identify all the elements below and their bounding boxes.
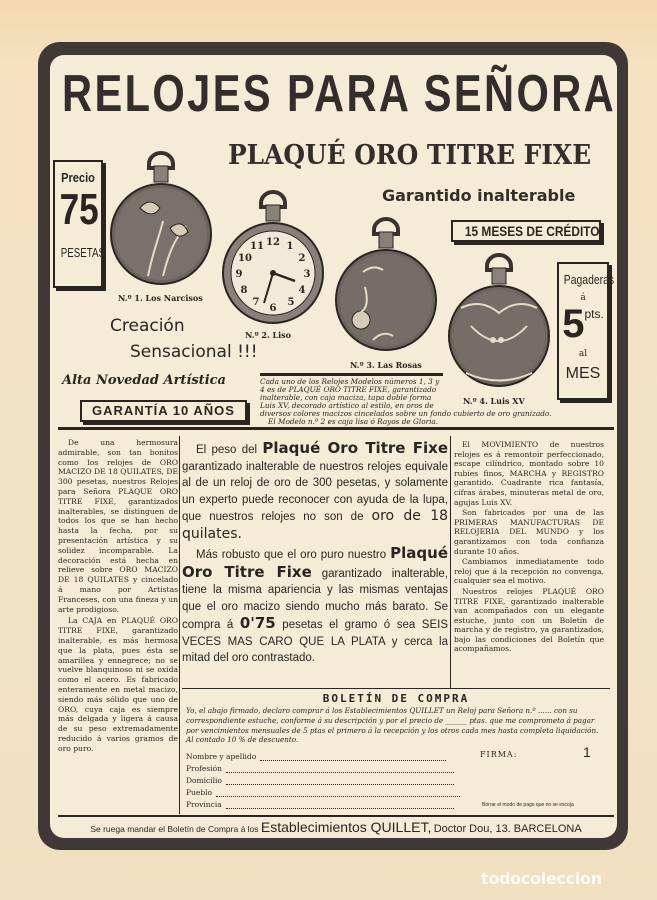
center-text-1: garantizado inalterable de nuestros relojes equivale al de un reloj de oro de 300 pesetas, y solamente un experto puede reconocer con ayuda de la lupa, que nuestros relojes no son de (182, 460, 448, 523)
pocket-watch-liso-illustration (220, 185, 326, 330)
footer-lead: Se ruega mandar el Boletín de Compra á los (90, 824, 259, 834)
svg-text:6: 6 (269, 303, 277, 314)
pocket-watch-rosas-illustration (333, 212, 439, 357)
description-p3: El Modelo n.º 2 es caja lisa ó Rayos de Gloria. (268, 417, 439, 426)
slogan-sensacional: Sensacional !!! (130, 342, 258, 362)
credit-box (451, 220, 601, 242)
svg-text:1: 1 (286, 241, 294, 252)
divider (58, 427, 614, 430)
price-label: Precio (61, 170, 95, 185)
payment-label: Pagaderas (563, 272, 615, 287)
svg-text:10: 10 (238, 253, 252, 264)
column-divider (450, 436, 451, 688)
divider (182, 688, 610, 689)
left-paragraph-2: La CAJA en PLAQUÉ ORO TITRE FIXE, garantizado inalterable, es más hermosa que la plata, pues ésta se amarillea y ennegrece; no se vuelve blanquinoso ni se oxida como el acero. Es fabricado enteramente en metal macizo, siendo más sólido que uno de ORO, cuya caja es siempre más delgada y ligera á causa de su peso extremadamente reducido á varios gramos de oro puro. (58, 616, 178, 753)
watch-caption-2: N.º 2. Liso (245, 330, 292, 340)
footer-address (58, 819, 614, 835)
watermark-logo: todocoleccion (481, 869, 602, 888)
form-field-address[interactable] (186, 776, 454, 785)
svg-text:8: 8 (240, 285, 248, 296)
svg-text:5: 5 (287, 297, 295, 308)
form-field-profession[interactable] (186, 764, 454, 773)
center-text-2a: garantizado inalterable, tiene la misma apariencia y las mismas ventajas que el oro macizo siendo mucho más barato. Se compra á (182, 567, 449, 631)
right-paragraph-2: Son fabricados por una de las PRIMERAS MANUFACTURAS DE RELOJERIA DEL MUNDO y los garantizamos con toda confianza durante 10 años. (454, 508, 604, 556)
form-number: 1 (583, 744, 591, 760)
form-field-town[interactable] (186, 788, 460, 797)
ad-subtitle: PLAQUÉ ORO TITRE FIXE (228, 140, 592, 171)
field-line[interactable] (226, 801, 454, 809)
field-line[interactable] (260, 753, 446, 761)
field-line[interactable] (226, 777, 454, 785)
field-line[interactable] (216, 789, 460, 797)
right-paragraph-4: Nuestros relojes PLAQUÉ ORO TITRE FIXE, garantizado inalterable van acompañados con un elegante estuche, junto con un Boletín de marcha y de registro, ya garantizados, bajo las condiciones del Boletín que acompañamos. (454, 586, 604, 654)
warranty-box: GARANTÍA 10 AÑOS (80, 400, 247, 422)
column-left (58, 438, 178, 756)
left-paragraph-1: De una hermosura admirable, son tan bonitos como los relojes de ORO MACIZO DE 18 QUILATES, DE 300 pesetas, nuestros Relojes para Señora PLAQUE ORO TITRE FIXE, garantizados inalterables, se distinguen de todos los que se han hecho hasta la fecha, por su presentación artística y su solidez incomparable. La decoración está hecha en relieve sobre ORO MACIZO DE 18 QUILATES y cincelado á mano por Artistas Franceses, con una fineza y un arte prodigioso. (58, 438, 178, 614)
payment-prep2: al (578, 349, 588, 359)
guarantee-tagline: Garantido inalterable (382, 186, 576, 205)
field-label: Pueblo (186, 788, 213, 797)
payment-prep: á (580, 293, 586, 303)
pocket-watch-narcisos-illustration (108, 146, 214, 291)
watch-caption-1: N.º 1. Los Narcisos (118, 293, 203, 303)
right-paragraph-1: El MOVIMIENTO de nuestros relojes es á remontoir perfeccionado, escape cilíndrico, montado sobre 10 rubíes finos, MARCHA y REGISTRO garantido. Cuadrante rica fantasía, cifras árabes, minuteras metal de oro, agujas Luis XV. (454, 440, 604, 507)
price-amount: 75 (59, 185, 99, 234)
svg-text:4: 4 (298, 285, 306, 296)
order-form-declaration: Yo, el abajo firmado, declaro comprar á los Establecimientos QUILLET un Reloj para Señora n.º ...... con su correspondiente estuche, conforme á su descripción y por el precio de ______ ptas. que me comprometo á pagar por vencimientos mensuales de 5 ptas el primero á la recepción y los otros cada mes hasta completa liquidación. Al contado 10 % de descuento. (186, 706, 599, 745)
svg-text:12: 12 (266, 237, 280, 248)
payment-note: Borrar el modo de pago que no se escoja (482, 802, 574, 808)
field-line[interactable] (226, 765, 454, 773)
brand-name: Plaqué Oro Titre Fixe (262, 439, 448, 457)
field-label: Nombre y apellido (186, 752, 257, 761)
payment-period: MES (565, 365, 601, 382)
svg-text:2: 2 (298, 253, 306, 264)
price-currency: PESETAS (60, 245, 106, 260)
svg-text:3: 3 (303, 269, 311, 280)
right-paragraph-3: Cambiamos inmediatamente todo reloj que á la recepción no convenga, cualquier sea el motivo. (454, 557, 604, 586)
description-p1: Cada uno de los Relojes Modelos números 1, 3 y 4 es de PLAQUÉ ORO TITRE FIXE, garantizado inalterable, con caja maciza, tapa doble forma Luis XV, decorado artístico al estilo, en oros de (260, 377, 440, 410)
watch-caption-4: N.º 4. Luis XV (463, 396, 525, 406)
description-p2: diversos colores macizos cincelados sobre un fondo cubierto de oro granizado. (260, 409, 552, 418)
payment-unit: pts. (584, 307, 604, 321)
footer-company: Establecimientos QUILLET, (260, 819, 432, 835)
center-emphasis: oro de 18 quilates. (182, 508, 449, 542)
payment-amount: 5 (562, 302, 585, 346)
footer-street: Doctor Dou, 13. BARCELONA (433, 823, 582, 835)
form-field-name[interactable] (186, 752, 446, 761)
svg-text:7: 7 (252, 297, 260, 308)
slogan-alta-novedad: Alta Novedad Artística (62, 373, 226, 388)
column-divider (179, 436, 180, 814)
svg-text:9: 9 (235, 269, 243, 280)
center-text-2b: pesetas el gramo ó sea SEIS VECES MAS CARO QUE LA PLATA y cerca la mitad del oro contrastado. (182, 619, 448, 664)
order-form-title: BOLETÍN DE COMPRA (322, 692, 470, 705)
brand-name-2: Plaqué Oro Titre Fixe (182, 544, 449, 581)
center-lead: El peso del (196, 444, 258, 456)
center-lead-2: Más robusto que el oro puro nuestro (196, 549, 387, 561)
price-per-gram: 0'75 (239, 614, 276, 632)
credit-text: 15 MESES DE CRÉDITO (464, 223, 600, 239)
form-field-province[interactable] (186, 800, 454, 809)
divider (58, 815, 614, 817)
field-label: Domicilio (186, 776, 222, 785)
ad-headline: RELOJES PARA SEÑORA (62, 65, 617, 123)
slogan-creacion: Creación (110, 316, 185, 336)
svg-text:11: 11 (250, 241, 264, 252)
column-center (182, 440, 448, 667)
signature-label: FIRMA: (480, 750, 518, 759)
models-description (260, 378, 626, 426)
column-right (454, 440, 604, 655)
field-label: Provincia (186, 800, 222, 809)
field-label: Profesión (186, 764, 222, 773)
divider (260, 373, 443, 376)
pocket-watch-luis-xv-illustration (446, 248, 552, 393)
watch-caption-3: N.º 3. Las Rosas (350, 360, 422, 370)
price-box (53, 160, 106, 288)
